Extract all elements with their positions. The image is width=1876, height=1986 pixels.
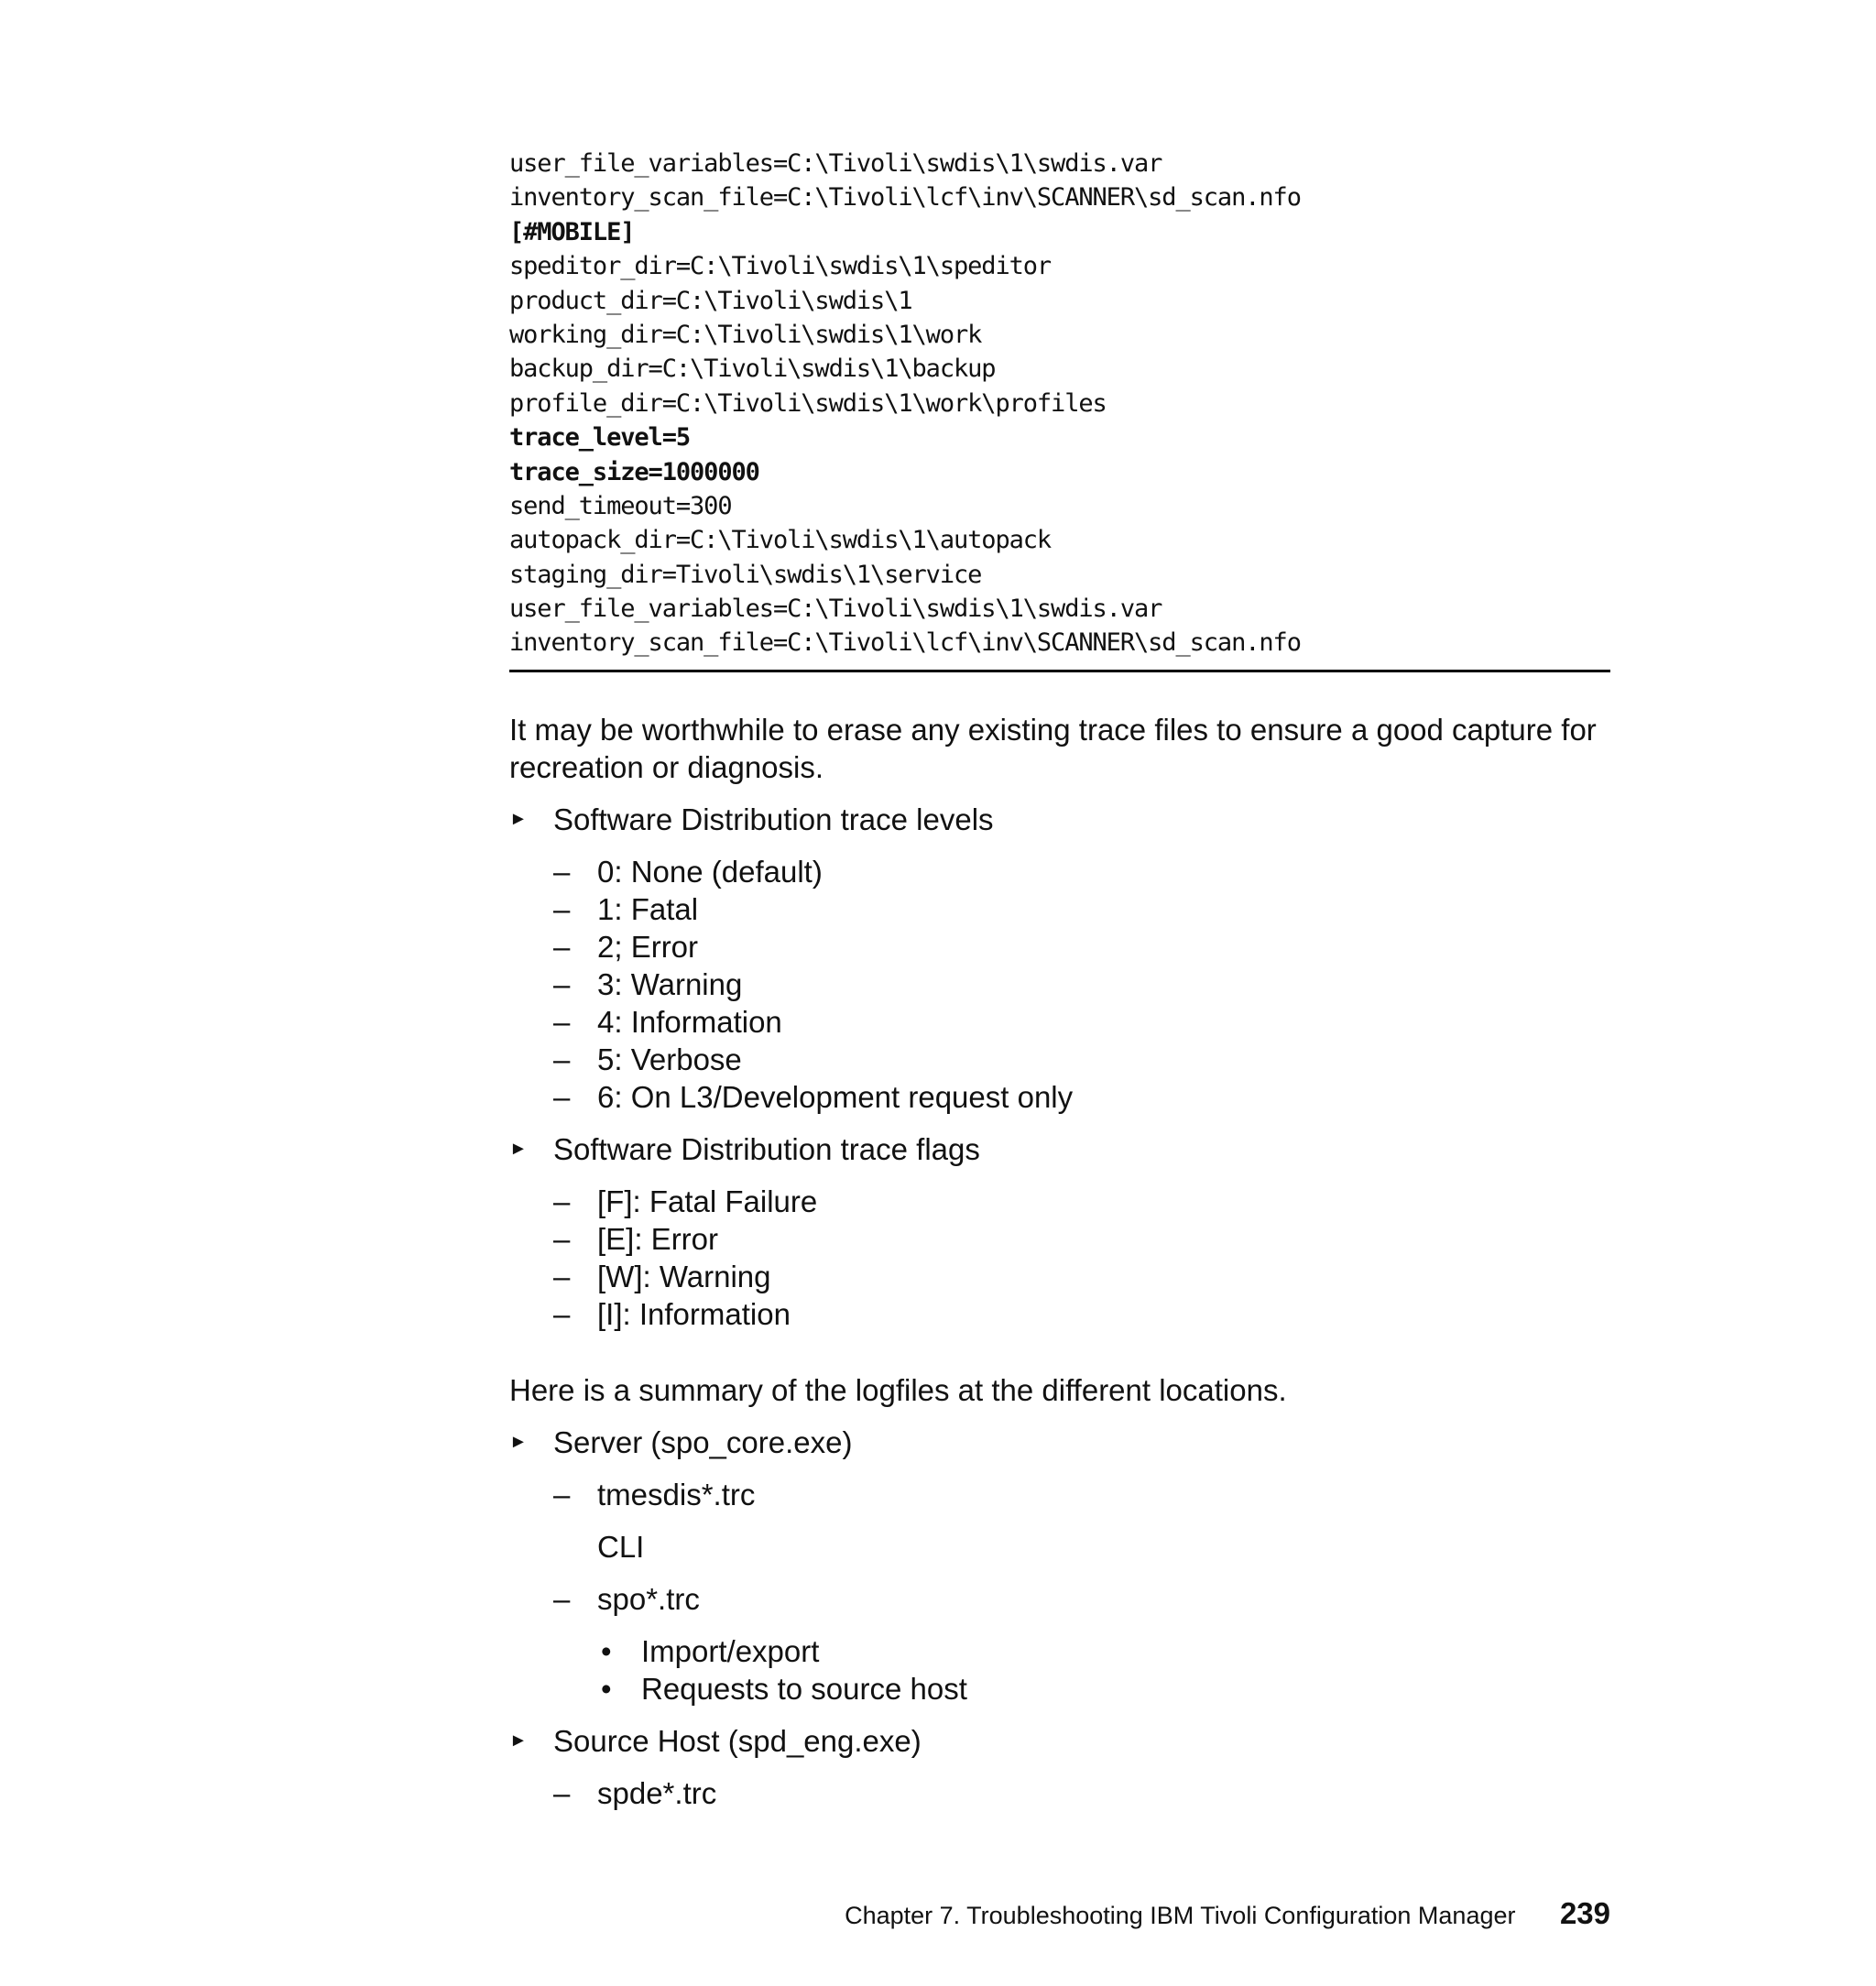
trace-flags-list	[509, 1183, 1610, 1333]
list-item-text: Import/export	[641, 1633, 820, 1668]
dash-icon: –	[553, 1221, 571, 1256]
list-item-text: [F]: Fatal Failure	[597, 1184, 818, 1218]
dash-icon: –	[553, 1042, 571, 1076]
list-item-text: [I]: Information	[597, 1296, 791, 1331]
dash-icon: –	[553, 1259, 571, 1293]
spo-details-list	[553, 1632, 1610, 1708]
code-line: inventory_scan_file=C:\Tivoli\lcf\inv\SCANNER\sd_scan.nfo	[509, 628, 1301, 658]
code-line: staging_dir=Tivoli\swdis\1\service	[509, 560, 982, 589]
page-number: 239	[1559, 1896, 1610, 1930]
bullet-label: Server (spo_core.exe)	[553, 1424, 853, 1459]
triangle-bullet-icon: ►	[509, 1138, 528, 1159]
list-item	[553, 928, 1610, 966]
code-line: user_file_variables=C:\Tivoli\swdis\1\swdis.var	[509, 595, 1162, 624]
list-item-text: spo*.trc	[597, 1581, 700, 1616]
list-item-text: 3: Warning	[597, 966, 743, 1001]
list-item	[553, 1220, 1610, 1258]
list-item-text: 6: On L3/Development request only	[597, 1079, 1074, 1114]
bullet-trace-levels	[509, 801, 1610, 838]
list-item	[553, 1078, 1610, 1116]
code-line: inventory_scan_file=C:\Tivoli\lcf\inv\SCANNER\sd_scan.nfo	[509, 183, 1301, 213]
dash-icon: –	[553, 1184, 571, 1218]
list-item	[597, 1670, 1610, 1708]
list-item-text: [E]: Error	[597, 1221, 719, 1256]
intro-paragraph: It may be worthwhile to erase any existing trace files to ensure a good capture for recreation or diagnosis.	[509, 712, 1597, 784]
triangle-bullet-icon: ►	[509, 808, 528, 829]
list-item	[597, 1632, 1610, 1670]
list-item	[553, 1774, 1610, 1812]
code-line: trace_size=1000000	[509, 457, 759, 486]
bullet-label: Software Distribution trace levels	[553, 802, 994, 836]
dash-icon: –	[553, 1004, 571, 1039]
code-line: user_file_variables=C:\Tivoli\swdis\1\swdis.var	[509, 149, 1162, 178]
bullet-trace-flags	[509, 1130, 1610, 1168]
list-item	[553, 1041, 1610, 1078]
code-line: autopack_dir=C:\Tivoli\swdis\1\autopack	[509, 526, 1052, 555]
code-line: speditor_dir=C:\Tivoli\swdis\1\speditor	[509, 252, 1052, 281]
list-item-text: 5: Verbose	[597, 1042, 742, 1076]
list-item	[553, 853, 1610, 890]
triangle-bullet-icon: ►	[509, 1730, 528, 1751]
list-item	[553, 966, 1610, 1003]
code-line: profile_dir=C:\Tivoli\swdis\1\work\profiles	[509, 388, 1107, 418]
list-item	[553, 1183, 1610, 1220]
dash-icon: –	[553, 1477, 571, 1511]
triangle-bullet-icon: ►	[509, 1431, 528, 1452]
bullet-label: Source Host (spd_eng.exe)	[553, 1723, 922, 1758]
summary-paragraph: Here is a summary of the logfiles at the different locations.	[509, 1372, 1287, 1407]
list-item	[553, 1258, 1610, 1295]
list-item-text: [W]: Warning	[597, 1259, 771, 1293]
list-item-text: tmesdis*.trc	[597, 1477, 756, 1511]
chapter-title: Chapter 7. Troubleshooting IBM Tivoli Configuration Manager	[845, 1902, 1516, 1929]
dash-icon: –	[553, 1581, 571, 1616]
server-logfiles-list	[509, 1476, 1610, 1708]
dash-icon: –	[553, 1296, 571, 1331]
list-item-text: 1: Fatal	[597, 891, 699, 926]
code-line: send_timeout=300	[509, 491, 732, 520]
list-item	[553, 1003, 1610, 1041]
dash-icon: –	[553, 929, 571, 964]
dash-icon: –	[553, 854, 571, 889]
trace-levels-list	[509, 853, 1610, 1116]
bullet-dot-icon: •	[601, 1671, 612, 1706]
bullet-label: Software Distribution trace flags	[553, 1131, 980, 1166]
list-item-text: Requests to source host	[641, 1671, 967, 1706]
bullet-source-host	[509, 1722, 1610, 1760]
list-item-note: CLI	[597, 1529, 645, 1564]
bullet-server	[509, 1424, 1610, 1461]
list-item-text: 0: None (default)	[597, 854, 823, 889]
list-item-text: 2; Error	[597, 929, 699, 964]
page-content	[509, 147, 1610, 1812]
code-line: product_dir=C:\Tivoli\swdis\1	[509, 286, 912, 315]
dash-icon: –	[553, 966, 571, 1001]
bullet-dot-icon: •	[601, 1633, 612, 1668]
code-line: trace_level=5	[509, 423, 691, 453]
list-item-text: 4: Information	[597, 1004, 782, 1039]
code-listing	[509, 147, 1610, 672]
page-footer	[509, 1896, 1610, 1931]
source-host-logfiles-list	[509, 1774, 1610, 1812]
list-item	[553, 1295, 1610, 1333]
code-line: backup_dir=C:\Tivoli\swdis\1\backup	[509, 355, 996, 384]
code-line: working_dir=C:\Tivoli\swdis\1\work	[509, 320, 982, 349]
dash-icon: –	[553, 1775, 571, 1810]
dash-icon: –	[553, 1079, 571, 1114]
list-item-text: spde*.trc	[597, 1775, 717, 1810]
code-line: [#MOBILE]	[509, 217, 635, 246]
list-item	[553, 1580, 1610, 1618]
dash-icon: –	[553, 891, 571, 926]
list-item	[553, 890, 1610, 928]
list-item	[553, 1476, 1610, 1513]
